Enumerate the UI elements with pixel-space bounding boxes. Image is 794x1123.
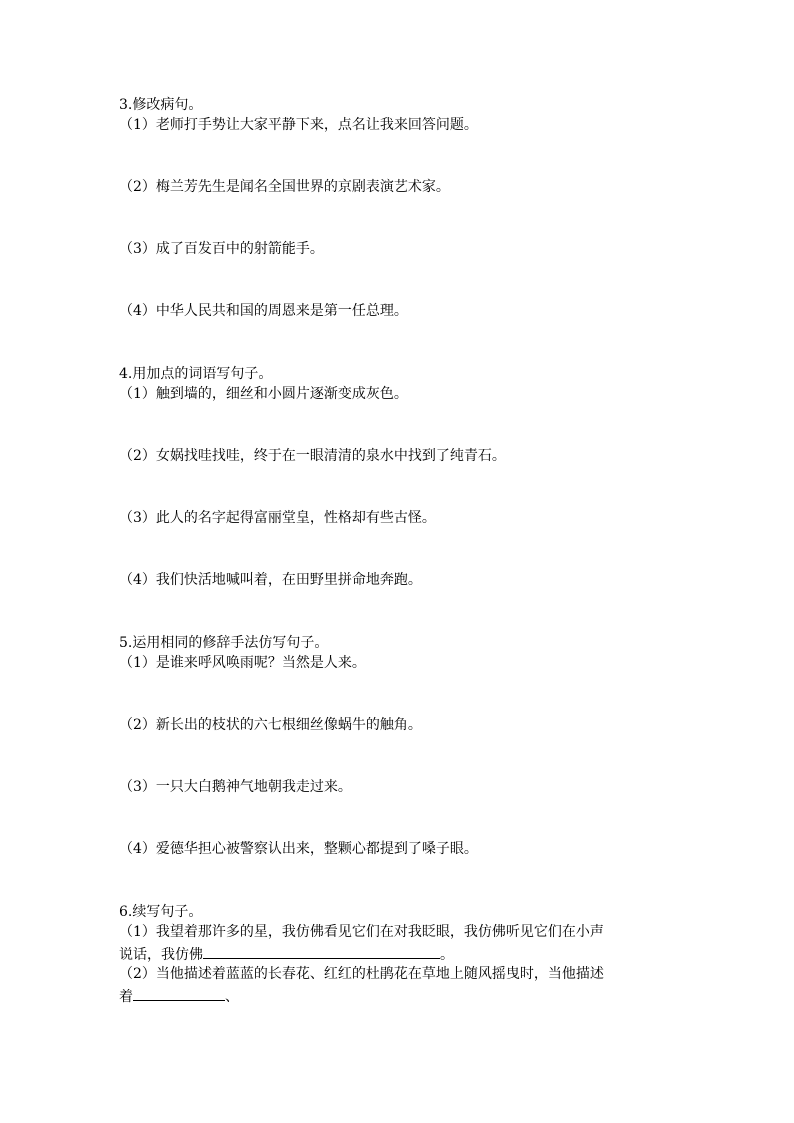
section-3 (119, 96, 679, 322)
question-item: （4）中华人民共和国的周恩来是第一任总理。 (119, 303, 408, 319)
line-prefix: 说话，我仿佛 (119, 947, 203, 963)
answer-space[interactable] (119, 798, 679, 839)
line-prefix: 着 (119, 989, 133, 1005)
answer-space[interactable] (119, 136, 679, 177)
answer-space[interactable] (119, 198, 679, 239)
section-title: 3.修改病句。 (119, 97, 203, 113)
question-item: （1）触到墙的，细丝和小圆片逐渐变成灰色。 (119, 386, 408, 402)
answer-space[interactable] (119, 674, 679, 715)
question-item: （2）梅兰芳先生是闻名全国世界的京剧表演艺术家。 (119, 179, 450, 195)
question-line (119, 985, 679, 1006)
question-item: （2）女娲找哇找哇，终于在一眼清清的泉水中找到了纯青石。 (119, 448, 506, 464)
section-title: 6.续写句子。 (119, 904, 203, 920)
question-item: （3）一只大白鹅神气地朝我走过来。 (119, 779, 352, 795)
worksheet-page (119, 96, 679, 1006)
line-suffix: 。 (440, 947, 454, 963)
section-spacer (119, 860, 679, 903)
question-item: （3）成了百发百中的射箭能手。 (119, 241, 324, 257)
line-suffix: 、 (225, 989, 239, 1005)
question-item: （1）是谁来呼风唤雨呢？当然是人来。 (119, 655, 366, 671)
fill-blank[interactable] (203, 943, 440, 959)
question-line: （2）当他描述着蓝蓝的长春花、红红的杜鹃花在草地上随风摇曳时，当他描述 (119, 966, 604, 982)
question-item: （4）我们快活地喊叫着，在田野里拼命地奔跑。 (119, 572, 422, 588)
section-title: 5.运用相同的修辞手法仿写句子。 (119, 635, 329, 651)
section-6 (119, 903, 679, 1006)
section-spacer (119, 322, 679, 365)
section-spacer (119, 591, 679, 634)
question-item: （1）老师打手势让大家平静下来，点名让我来回答问题。 (119, 117, 478, 133)
section-5 (119, 634, 679, 860)
question-line (119, 943, 679, 964)
answer-space[interactable] (119, 736, 679, 777)
section-4 (119, 365, 679, 591)
question-item: （3）此人的名字起得富丽堂皇，性格却有些古怪。 (119, 510, 436, 526)
section-title: 4.用加点的词语写句子。 (119, 366, 273, 382)
answer-space[interactable] (119, 467, 679, 508)
fill-blank[interactable] (133, 985, 225, 1001)
question-item: （2）新长出的枝状的六七根细丝像蜗牛的触角。 (119, 717, 422, 733)
question-line: （1）我望着那许多的星，我仿佛看见它们在对我眨眼，我仿佛听见它们在小声 (119, 924, 604, 940)
answer-space[interactable] (119, 405, 679, 446)
question-item: （4）爱德华担心被警察认出来，整颗心都提到了嗓子眼。 (119, 841, 478, 857)
answer-space[interactable] (119, 529, 679, 570)
answer-space[interactable] (119, 260, 679, 301)
